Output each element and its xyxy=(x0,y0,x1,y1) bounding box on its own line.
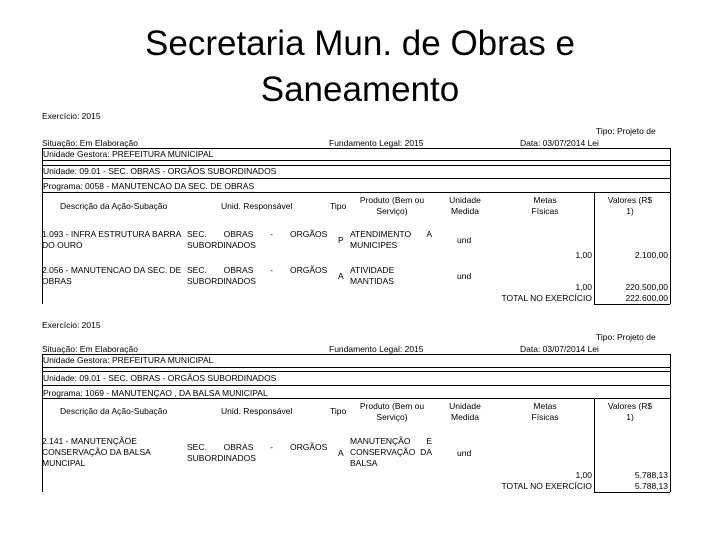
row-descricao: 2.141 - MANUTENÇÃOE CONSERVAÇÃO DA BALSA MUNCIPAL xyxy=(42,436,151,468)
page-title-line1: Secretaria Mun. de Obras e xyxy=(145,24,575,63)
col-header-unid-responsavel: Unid. Responsável xyxy=(221,406,293,416)
unidade-label: Unidade: 09.01 - SEC. OBRAS - ORGÃOS SUBORDINADOS xyxy=(43,373,277,383)
col-header-unidade-medida: Unidade Medida xyxy=(449,195,481,216)
row-valor: 220.500,00 xyxy=(625,282,668,292)
col-header-produto: Produto (Bem ou Serviço) xyxy=(359,195,425,216)
exercicio-label: Exercício: 2015 xyxy=(42,111,101,121)
col-header-descricao: Descrição da Ação-Subação xyxy=(60,406,168,416)
row-unid-orgaos: ORGÃOS xyxy=(290,265,328,275)
row-metas: 1,00 xyxy=(575,250,592,260)
row-produto: MANUTENÇÃO E CONSERVAÇÃO DA BALSA xyxy=(350,436,432,468)
row-unid-responsavel: SEC. OBRAS - SUBORDINADOS xyxy=(187,442,273,463)
col-header-unid-responsavel: Unid. Responsável xyxy=(221,201,293,211)
row-valor: 2.100,00 xyxy=(634,250,668,260)
total-valor: 222.600,00 xyxy=(625,293,668,303)
situacao-label: Situação: Em Elaboração xyxy=(42,344,138,354)
row-tipo: A xyxy=(338,271,344,281)
total-label: TOTAL NO EXERCÍCIO xyxy=(501,293,592,303)
row-unid-responsavel: SEC. OBRAS - SUBORDINADOS xyxy=(187,265,273,286)
unidade-label: Unidade: 09.01 - SEC. OBRAS - ORGÃOS SUBORDINADOS xyxy=(43,166,277,176)
total-valor: 5.788,13 xyxy=(634,481,668,491)
programa-label: Programa: 0058 - MANUTENCAO DA SEC. DE OBRAS xyxy=(43,181,255,191)
unidade-gestora-label: Unidade Gestora: PREFEITURA MUNICIPAL xyxy=(43,355,214,365)
row-unidade: und xyxy=(457,448,472,458)
row-unidade: und xyxy=(457,271,472,281)
col-header-metas-fisicas: Metas Físicas xyxy=(531,195,559,216)
row-tipo: P xyxy=(338,235,344,245)
programa-label: Programa: 1069 - MANUTENÇAO , DA BALSA MUNICIPAL xyxy=(43,388,268,398)
row-metas: 1,00 xyxy=(575,470,592,480)
row-produto: ATIVIDADE MANTIDAS xyxy=(350,265,395,286)
tipo-projeto-label: Tipo: Projeto de xyxy=(596,332,656,342)
exercicio-label: Exercício: 2015 xyxy=(42,320,101,330)
unidade-gestora-label: Unidade Gestora: PREFEITURA MUNICIPAL xyxy=(43,149,214,159)
row-descricao: 1.093 - INFRA ESTRUTURA BARRA DO OURO xyxy=(42,229,181,250)
row-unid-responsavel: SEC. OBRAS - SUBORDINADOS xyxy=(187,229,273,250)
row-unidade: und xyxy=(457,235,472,245)
fundamento-legal-label: Fundamento Legal: 2015 xyxy=(329,344,424,354)
col-header-tipo: Tipo xyxy=(330,406,347,416)
page-title-line2: Saneamento xyxy=(260,70,460,109)
data-lei-label: Data: 03/07/2014 Lei xyxy=(520,138,599,148)
col-header-valores: Valores (R$ 1) xyxy=(607,401,653,422)
row-valor: 5.788,13 xyxy=(634,470,668,480)
col-header-produto: Produto (Bem ou Serviço) xyxy=(359,401,425,422)
col-header-tipo: Tipo xyxy=(330,201,347,211)
row-unid-orgaos: ORGÃOS xyxy=(290,442,328,452)
col-header-valores: Valores (R$ 1) xyxy=(607,195,653,216)
row-unid-orgaos: ORGÃOS xyxy=(290,229,328,239)
situacao-label: Situação: Em Elaboração xyxy=(42,138,138,148)
data-lei-label: Data: 03/07/2014 Lei xyxy=(520,344,599,354)
row-descricao: 2.056 - MANUTENCAO DA SEC. DE OBRAS xyxy=(42,265,182,286)
row-metas: 1,00 xyxy=(575,282,592,292)
tipo-projeto-label: Tipo: Projeto de xyxy=(596,126,656,136)
fundamento-legal-label: Fundamento Legal: 2015 xyxy=(329,138,424,148)
total-label: TOTAL NO EXERCÍCIO xyxy=(501,481,592,491)
col-header-descricao: Descrição da Ação-Subação xyxy=(60,201,168,211)
col-header-metas-fisicas: Metas Físicas xyxy=(531,401,559,422)
row-tipo: A xyxy=(338,448,344,458)
col-header-unidade-medida: Unidade Medida xyxy=(449,401,481,422)
row-produto: ATENDIMENTO A MUNICIPES xyxy=(350,229,432,250)
